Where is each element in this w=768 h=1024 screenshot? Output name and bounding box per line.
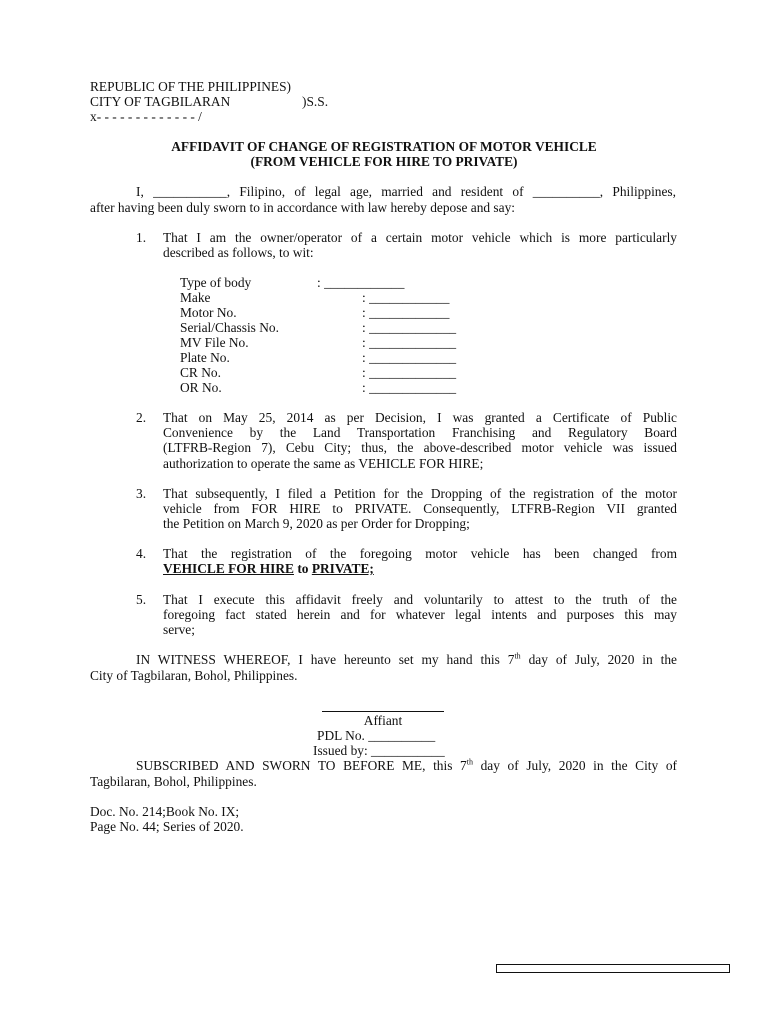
item-3-line-2: vehicle from FOR HIRE to PRIVATE. Consequently, LTFRB-Region VII granted: [163, 501, 677, 516]
jurat-ordinal: th: [466, 757, 473, 767]
vehicle-value: : _____________: [362, 335, 457, 350]
witness-line-2: City of Tagbilaran, Bohol, Philippines.: [90, 668, 298, 683]
signature-line: [322, 711, 444, 712]
venue-ss: )S.S.: [302, 94, 329, 109]
item-3-line-3: the Petition on March 9, 2020 as per Order for Dropping;: [163, 516, 470, 531]
item-1-line-1: That I am the owner/operator of a certain motor vehicle which is more particularly: [163, 230, 677, 245]
intro-line-2: after having been duly sworn to in accordance with law hereby depose and say:: [90, 200, 516, 215]
vehicle-value: : _____________: [362, 365, 457, 380]
item-3-number: 3.: [136, 486, 147, 501]
jurat-line-1: [136, 758, 677, 773]
item-4-line-2: [163, 561, 374, 576]
footer-box: [496, 964, 730, 973]
item-5-line-2: foregoing fact stated herein and for whatever legal intents and purposes this may: [163, 607, 677, 622]
item-1-number: 1.: [136, 230, 147, 245]
jurat-line-2: Tagbilaran, Bohol, Philippines.: [90, 774, 257, 789]
item-4-number: 4.: [136, 546, 147, 561]
notarial-page-series: Page No. 44; Series of 2020.: [90, 819, 244, 834]
vehicle-label: MV File No.: [180, 335, 249, 350]
vehicle-label: CR No.: [180, 365, 221, 380]
jurat-text: SUBSCRIBED AND SWORN TO BEFORE ME, this 7: [136, 758, 467, 773]
affiant-label: Affiant: [363, 713, 403, 728]
document-subtitle: (FROM VEHICLE FOR HIRE TO PRIVATE): [250, 154, 518, 169]
vehicle-label: Type of body: [180, 275, 252, 290]
notarial-doc-book: Doc. No. 214;Book No. IX;: [90, 804, 240, 819]
witness-line-1: [136, 652, 677, 667]
item-2-line-1: That on May 25, 2014 as per Decision, I was granted a Certificate of Public: [163, 410, 677, 425]
jurat-text-end: day of July, 2020 in the City of: [472, 758, 677, 773]
venue-republic: REPUBLIC OF THE PHILIPPINES): [90, 79, 292, 94]
intro-line-1: I, ___________, Filipino, of legal age, married and resident of __________, Philippines,: [136, 184, 676, 199]
item-5-line-3: serve;: [163, 622, 195, 637]
vehicle-label: Make: [180, 290, 211, 305]
venue-city: CITY OF TAGBILARAN: [90, 94, 231, 109]
vehicle-label: Plate No.: [180, 350, 230, 365]
vehicle-value: : ____________: [362, 290, 450, 305]
document-title: AFFIDAVIT OF CHANGE OF REGISTRATION OF MOTOR VEHICLE: [171, 139, 597, 154]
item-5-number: 5.: [136, 592, 147, 607]
item-2-line-4: authorization to operate the same as VEHICLE FOR HIRE;: [163, 456, 484, 471]
vehicle-label: Motor No.: [180, 305, 237, 320]
venue-separator: x- - - - - - - - - - - - - /: [90, 109, 202, 124]
item-2-line-3: (LTFRB-Region 7), Cebu City; thus, the above-described motor vehicle was issued: [163, 440, 677, 455]
item-4-line-1: That the registration of the foregoing motor vehicle has been changed from: [163, 546, 677, 561]
item-1-line-2: described as follows, to wit:: [163, 245, 314, 260]
pdl-number: PDL No. __________: [317, 728, 436, 743]
item-2-line-2: Convenience by the Land Transportation Franchising and Regulatory Board: [163, 425, 677, 440]
item-5-line-1: That I execute this affidavit freely and voluntarily to attest to the truth of the: [163, 592, 677, 607]
witness-ordinal: th: [514, 651, 521, 661]
vehicle-label: OR No.: [180, 380, 222, 395]
vehicle-value: : ____________: [317, 275, 405, 290]
to-classification: PRIVATE;: [311, 561, 374, 576]
vehicle-value: : _____________: [362, 320, 457, 335]
vehicle-value: : ____________: [362, 305, 450, 320]
from-classification: VEHICLE FOR HIRE: [163, 561, 294, 576]
vehicle-value: : _____________: [362, 350, 457, 365]
witness-text-end: day of July, 2020 in the: [520, 652, 677, 667]
witness-text: IN WITNESS WHEREOF, I have hereunto set my hand this 7: [136, 652, 515, 667]
vehicle-value: : _____________: [362, 380, 457, 395]
item-3-line-1: That subsequently, I filed a Petition for the Dropping of the registration of the motor: [163, 486, 677, 501]
vehicle-label: Serial/Chassis No.: [180, 320, 279, 335]
to-word: to: [297, 561, 309, 576]
issued-by: Issued by: ___________: [313, 743, 445, 758]
item-2-number: 2.: [136, 410, 147, 425]
